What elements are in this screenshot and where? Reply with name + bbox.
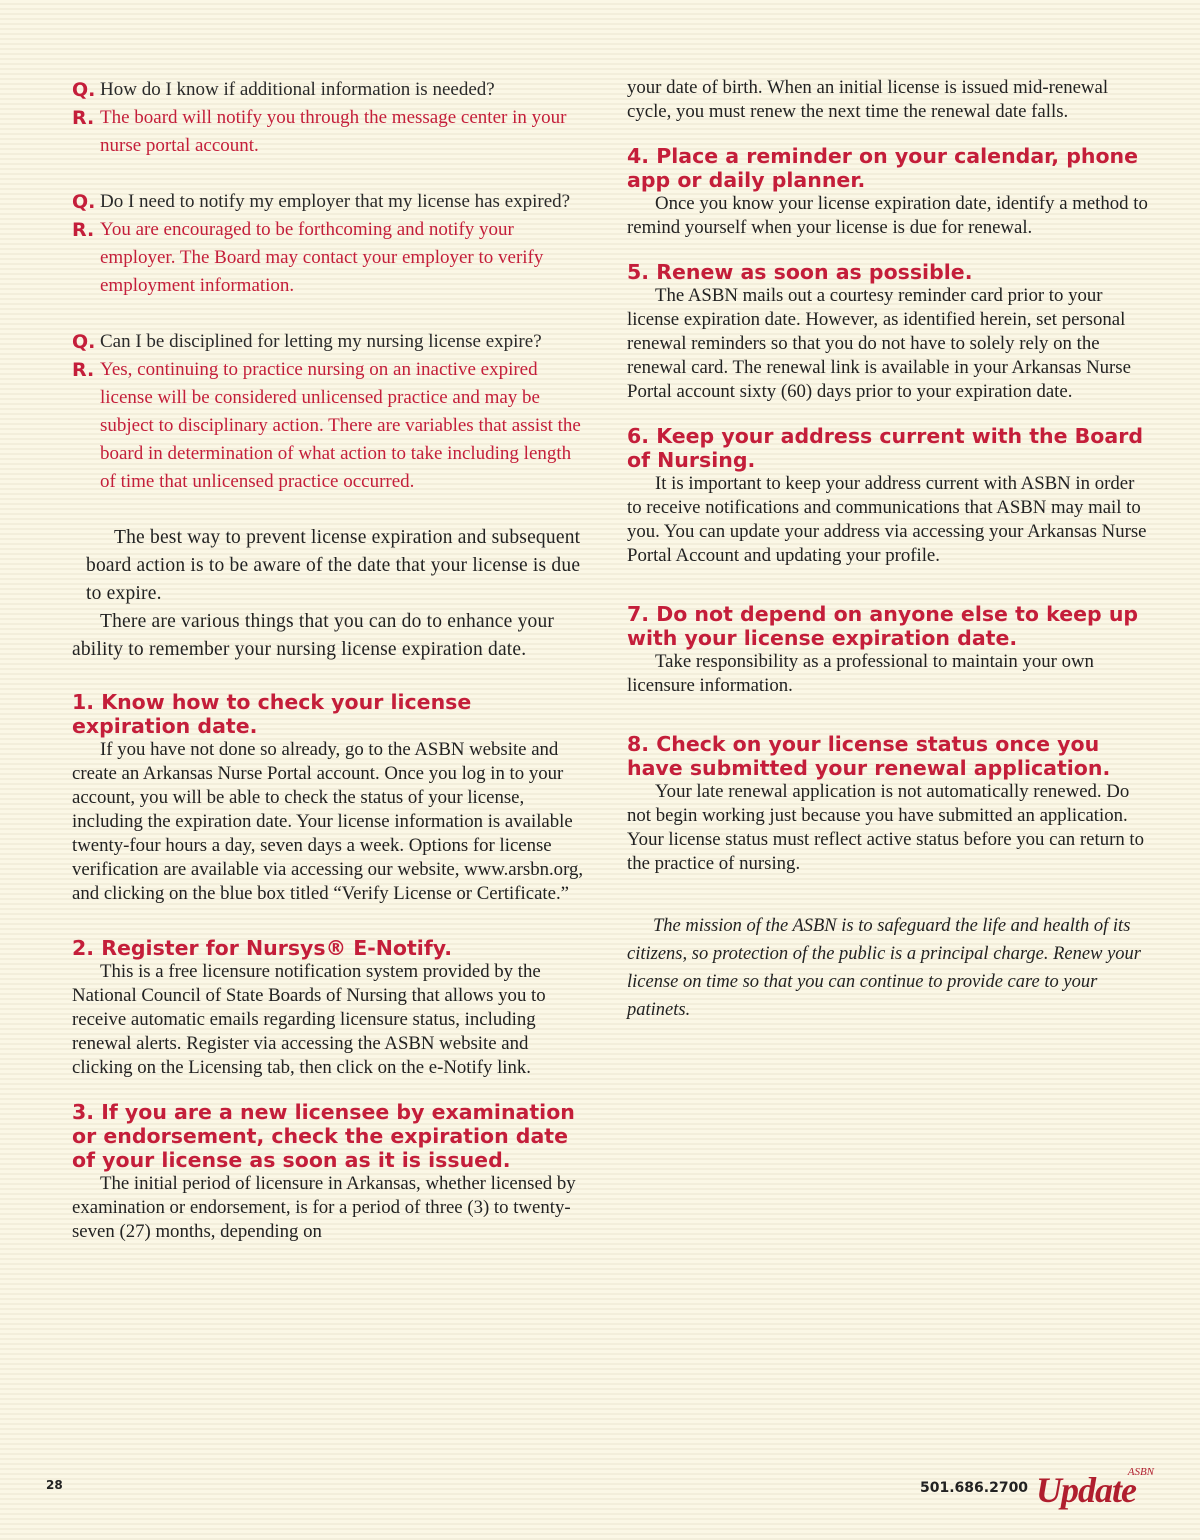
section-heading: 6. Keep your address current with the Board of Nursing. <box>627 424 1144 472</box>
intro-paragraph: The best way to prevent license expiration and subsequent board action is to be aware of the date that your license is due to expire. <box>86 527 581 604</box>
section-heading: 4. Place a reminder on your calendar, phone app or daily planner. <box>627 144 1139 192</box>
section-heading: 3. If you are a new licensee by examination or endorsement, check the expiration date of your license as soon as it is issued. <box>72 1100 575 1172</box>
response-label: R. <box>72 107 95 129</box>
left-column <box>72 76 588 1264</box>
section-heading: 2. Register for Nursys® E-Notify. <box>72 936 453 960</box>
section-body: Your late renewal application is not automatically renewed. Do not begin working just because you have submitted an application. Your license status must reflect active status before you can return to the practice of nursing. <box>627 781 1145 874</box>
tip-section <box>627 732 1149 876</box>
logo-big-text: Update <box>1036 1470 1136 1510</box>
tip-section <box>72 690 588 906</box>
page-number: 28 <box>46 1478 63 1492</box>
section-body: Take responsibility as a professional to maintain your own licensure information. <box>627 651 1094 696</box>
response-text: The board will notify you through the message center in your nurse portal account. <box>100 107 567 156</box>
intro-paragraph: There are various things that you can do to enhance your ability to remember your nursing license expiration date. <box>72 611 555 660</box>
section-body: If you have not done so already, go to the ASBN website and create an Arkansas Nurse Portal account. Once you log in to your account, you will be able to check the status of your license, including the expiration date. Your license information is available twenty-four hours a day, seven days a week. Options for license verification are available via accessing our website, www.arsbn.org, and clicking on the blue box titled “Verify License or Certificate.” <box>72 739 584 904</box>
tip-section-continued <box>627 76 1149 124</box>
question-text: How do I know if additional information is needed? <box>100 79 495 100</box>
question-text: Can I be disciplined for letting my nursing license expire? <box>100 331 542 352</box>
tip-section <box>627 424 1149 568</box>
question-text: Do I need to notify my employer that my license has expired? <box>100 191 571 212</box>
section-heading: 8. Check on your license status once you have submitted your renewal application. <box>627 732 1111 780</box>
tip-section <box>72 1100 588 1244</box>
qa-item <box>72 188 588 300</box>
question-label: Q. <box>72 331 96 353</box>
section-body: Once you know your license expiration date, identify a method to remind yourself when your license is due for renewal. <box>627 193 1148 238</box>
section-heading: 5. Renew as soon as possible. <box>627 260 973 284</box>
section-body: The ASBN mails out a courtesy reminder card prior to your license expiration date. However, as identified herein, set personal renewal reminders so that you do not have to solely rely on the renewal card. The renewal link is available in your Arkansas Nurse Portal account sixty (60) days prior to your expiration date. <box>627 285 1131 402</box>
tip-section <box>627 602 1149 698</box>
section-body: This is a free licensure notification system provided by the National Council of State Boards of Nursing that allows you to receive automatic emails regarding licensure status, including renewal alerts. Register via accessing the ASBN website and clicking on the Licensing tab, then click on the e-Notify link. <box>72 961 546 1078</box>
response-text: You are encouraged to be forthcoming and notify your employer. The Board may contact your employer to verify employment information. <box>100 219 544 296</box>
response-label: R. <box>72 219 95 241</box>
qa-item <box>72 328 588 496</box>
tip-section <box>72 936 588 1080</box>
section-heading: 1. Know how to check your license expiration date. <box>72 690 472 738</box>
phone-number: 501.686.2700 <box>920 1480 1029 1496</box>
section-heading: 7. Do not depend on anyone else to keep up with your license expiration date. <box>627 602 1139 650</box>
section-body: your date of birth. When an initial license is issued mid-renewal cycle, you must renew the next time the renewal date falls. <box>627 77 1109 122</box>
tip-section <box>627 260 1149 404</box>
tip-section <box>627 144 1149 240</box>
response-label: R. <box>72 359 95 381</box>
question-label: Q. <box>72 79 96 101</box>
right-column <box>627 76 1149 1043</box>
asbn-update-logo <box>1036 1466 1166 1510</box>
qa-item <box>72 76 588 160</box>
mission-statement: The mission of the ASBN is to safeguard the life and health of its citizens, so protection of the public is a principal charge. Renew your license on time so that you can continue to provide care to your patinets. <box>627 916 1141 1020</box>
section-body: The initial period of licensure in Arkansas, whether licensed by examination or endorsement, is for a period of three (3) to twenty-seven (27) months, depending on <box>72 1173 576 1242</box>
logo-small-text: ASBN <box>1127 1466 1154 1478</box>
response-text: Yes, continuing to practice nursing on an inactive expired license will be considered unlicensed practice and may be subject to disciplinary action. There are variables that assist the board in determination of what action to take including length of time that unlicensed practice occurred. <box>100 359 581 492</box>
intro <box>72 524 588 664</box>
question-label: Q. <box>72 191 96 213</box>
section-body: It is important to keep your address current with ASBN in order to receive notifications and communications that ASBN may mail to you. You can update your address via accessing your Arkansas Nurse Portal Account and updating your profile. <box>627 473 1147 566</box>
